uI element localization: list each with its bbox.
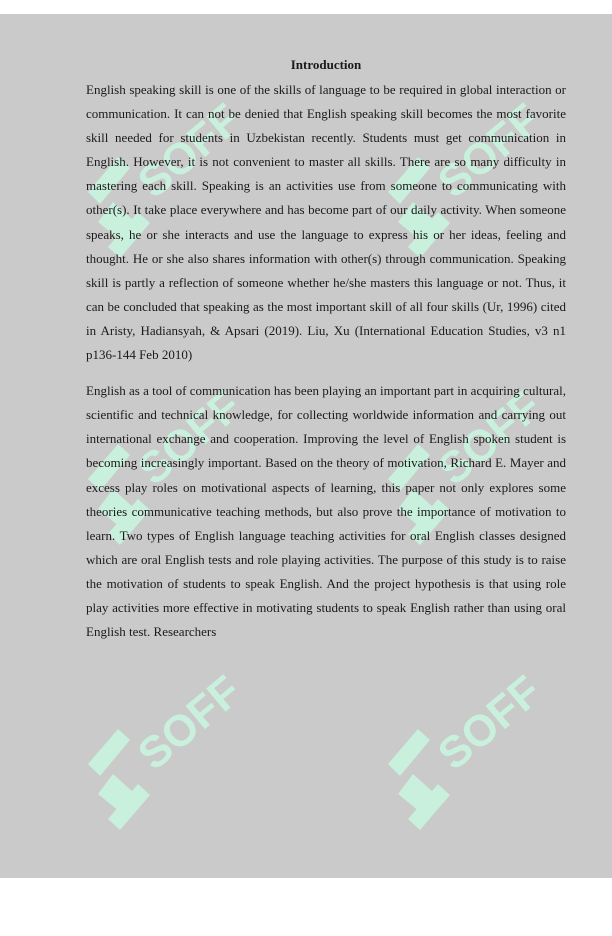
soff-watermark-icon: [78, 644, 248, 844]
paragraph: English speaking skill is one of the skills of language to be required in global interaction or communication. It can not be denied that English speaking skill becomes the most favorite skill needed for students in Uzbekistan recently. Students must get communication in English. However, it is not convenient to master all skills. There are so many difficulty in mastering each skill. Speaking is an activities use from someone to communicating with other(s). It take place everywhere and has become part of our daily activity. When someone speaks, he or she interacts and use the language to express his or her ideas, feeling and thought. He or she also shares information with other(s) through communication. Speaking skill is partly a reflection of someone whether he/she masters this language or not. Thus, it can be concluded that speaking as the most important skill of all four skills (Ur, 1996) cited in Aristy, Hadiansyah, & Apsari (2019). Liu, Xu (International Education Studies, v3 n1 p136-144 Feb 2010): [86, 82, 566, 363]
svg-text:SOFF: SOFF: [128, 381, 248, 495]
svg-text:SOFF: SOFF: [428, 94, 548, 208]
paragraph: English as a tool of communication has been playing an important part in acquiring cultural, scientific and technical knowledge, for collecting worldwide information and carrying out international exchange and cooperation. Improving the level of English spoken student is becoming increasingly important. Based on the theory of motivation, Richard E. Mayer and excess play roles on motivational aspects of learning, this paper not only explores some theories communicative teaching methods, but also prove the importance of motivation to learn. Two types of English language teaching activities for oral English classes designed which are oral English tests and role playing activities. The purpose of this study is to raise the motivation of students to speak English. And the project hypothesis is that using role play activities more effective in motivating students to speak English rather than using oral English test. Researchers: [86, 383, 566, 640]
svg-text:SOFF: SOFF: [428, 381, 548, 495]
document-body: [86, 56, 566, 656]
soff-watermark-icon: [378, 644, 548, 844]
svg-text:SOFF: SOFF: [128, 94, 248, 208]
document-page: [0, 14, 612, 878]
section-title: Introduction: [290, 57, 362, 72]
svg-text:SOFF: SOFF: [128, 666, 248, 780]
svg-text:SOFF: SOFF: [428, 666, 548, 780]
